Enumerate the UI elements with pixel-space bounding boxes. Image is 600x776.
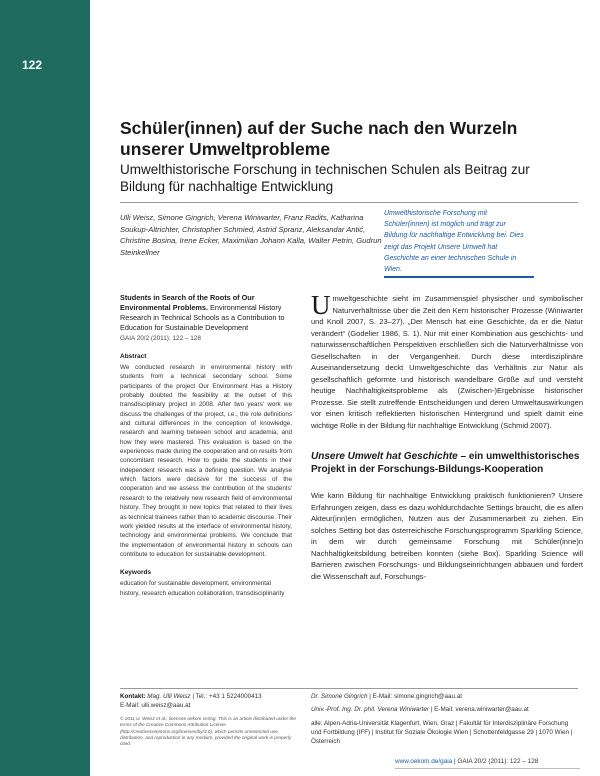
contact-label: Kontakt:: [120, 693, 146, 700]
section-heading-rest: – ein umwelthistorisches Projekt in der Forschungs-Bildungs-Kooperation: [311, 451, 580, 475]
body-paragraph: [311, 290, 583, 431]
affiliation-entry: Univ.-Prof. Ing. Dr. phil. Verena Winiwarter | E-Mail: verena.winiwarter@aau.at: [311, 706, 529, 714]
section-heading-italic: Unsere Umwelt hat Geschichte: [311, 451, 458, 462]
contact-block: Kontakt: Mag. Ulli Weisz | Tel.: +43 1 5224000413 E-Mail: ulli.weisz@aau.at © 2011 U. Weisz et al.; licensee oekom verlag. This is an article distributed under the terms of the Creative Commons Attribution License (http://creativecommons.org/licenses/by/3.0), which permits unrestricted use, distribution, and reproduction in any medium, provided the original work is properly cited.: [120, 692, 300, 747]
license-notice: © 2011 U. Weisz et al.; licensee oekom verlag. This is an article distributed under the terms of the Creative Commons Attribution License (http://creativecommons.org/licenses/by/3.0), which permits unrestricted use, distribution, and reproduction in any medium, provided the original work is properly cited.: [120, 716, 297, 747]
article-subtitle: Umwelthistorische Forschung in technischen Schulen als Beitrag zur Bildung für nachhaltige Entwicklung: [120, 162, 530, 194]
drop-cap: U: [311, 290, 331, 320]
citation: GAIA 20/2 (2011): 122 – 128: [120, 335, 201, 342]
section-heading: [311, 451, 583, 476]
journal-footer: [395, 758, 538, 765]
affiliation-block: [311, 692, 579, 750]
author-list: Ulli Weisz, Simone Gingrich, Verena Winiwarter, Franz Radits, Katharina Soukup-Altrichter, Christopher Schmied, Astrid Spranz, Aleksandar Antić, Christine Bosina, Irene Ecker, Maximilian Johann Kalla, Walter Petrin, Gudrun Steinkellner: [120, 213, 382, 257]
abstract-label: Abstract: [120, 353, 147, 360]
contact-email[interactable]: E-Mail: ulli.weisz@aau.at: [120, 702, 191, 709]
english-title: Students in Search of the Roots of Our Environmental Problems.: [120, 293, 255, 312]
footer-underline: [395, 768, 580, 769]
abstract-text: We conducted research in environmental history with students from a technical secondary school. Some participants of the project Our Environment Has a History probably doubted the feasibility at the outset of this transdisciplinary project in 2008. After two years' work we discuss the challenges of the project, i.e., the role definitions and cultural differences in the conception of knowledge, research and learning between school and academia, and how they were mastered. This evaluation is based on the experiences made during the cooperation and on results from concomitant research. How to guide the students in their independent research was a defining question. We analyse which factors were decisive for the success of the cooperation and we assess the contribution of the students' research to the relatively new research field of environmental history. They brought in new topics that related to their lives as technical trainees rather than to academic discourse. Their work yielded results at the interface of environmental history, technology and environmental problems. We conclude that the implementation of environmental history in schools can contribute to education for sustainable development.: [120, 364, 292, 558]
intro-teaser: Umwelthistorische Forschung mit Schüler(innen) ist möglich und trägt zur Bildung für nachhaltige Entwicklung bei. Dies zeigt das Projekt Unsere Umwelt hat Geschichte an einer technischen Schule in Wien.: [384, 210, 524, 274]
keywords-text: education for sustainable development, environmental history, research education collaboration, transdisciplinarity: [120, 580, 285, 597]
page-number: 122: [22, 58, 43, 72]
affiliation-address: alle: Alpen-Adria-Universität Klagenfurt, Wien, Graz | Fakultät für Interdisziplinäre Forschung und Fortbildung (IFF) | Institut für Soziale Ökologie Wien | Schottenfeldgasse 29 | 1070 Wien | Österreich: [311, 719, 573, 746]
contact-name: Mag. Ulli Weisz: [147, 693, 191, 700]
keywords-label: Keywords: [120, 569, 152, 577]
contact-phone: Tel.: +43 1 5224000413: [195, 693, 262, 700]
article-title: Schüler(innen) auf der Suche nach den Wurzeln unserer Umweltprobleme: [120, 118, 518, 159]
body-paragraph: Wie kann Bildung für nachhaltige Entwicklung praktisch funktionieren? Unsere Erfahrungen zeigen, dass es dazu wohldurchdachte Settings braucht, die es allen Akteur(inn)en ermöglichen, Nutzen aus der Zusammenarbeit zu ziehen. Ein solches Setting bot das österreichische Forschungsprogramm Sparkling Science, in dem wir durch gemeinsame Forschung mit Schüler(inne)n Nachhaltigkeitsbildung betreiben konnten (siehe Box). Sparkling Science will Barrieren zwischen Forschungs- und Bildungseinrichtungen abbauen und fordert die Wissenschaft auf, Forschungs-: [311, 491, 583, 581]
intro-divider: [384, 276, 534, 278]
page-number-strip: [0, 0, 90, 776]
english-title-block: [120, 293, 292, 333]
body-column: [311, 290, 583, 582]
title-divider: [120, 202, 578, 203]
english-summary-column: [120, 293, 292, 598]
journal-citation: | GAIA 20/2 (2011): 122 – 128: [453, 758, 539, 765]
english-subtitle: Environmental History Research in Technical Schools as a Contribution to Education for Sustainable Development: [120, 303, 285, 332]
journal-link[interactable]: www.oekom.de/gaia: [395, 758, 453, 765]
footer-divider: [120, 688, 578, 689]
affiliation-entry: Dr. Simone Gingrich | E-Mail: simone.gingrich@aau.at: [311, 693, 462, 700]
paragraph-text: mweltgeschichte sieht im Zusammenspiel physischer und symbolischer Naturverhältnisse über die Zeit den Kern historischer Prozesse (Winiwarter und Knoll 2007, S. 23–27). „Der Mensch hat eine Geschichte, da er die Natur verändert“ (Godelier 1986, S. 1). Nur mit einer Kombination aus geschichts- und naturwissenschaftlichen Perspektiven erschließen sich die Naturverhältnisse von Gesellschaften in der Vergangenheit. Durch diese interdisziplinäre Auseinandersetzung deckt Umweltgeschichte das Verhältnis zur Natur als gesellschaftlich geformte und historisch wandelbare Größe auf und versteht heutige Nachhaltigkeitsprobleme als (Zwischen-)Ergebnisse historischer Prozesse. Sie stellt zutreffende Entscheidungen und deren Umweltauswirkungen vor einen kritisch reflektierten historischen Hintergrund und spielt damit eine wichtige Rolle in der Bildung für nachhaltige Entwicklung (Schmid 2007).: [311, 294, 583, 430]
